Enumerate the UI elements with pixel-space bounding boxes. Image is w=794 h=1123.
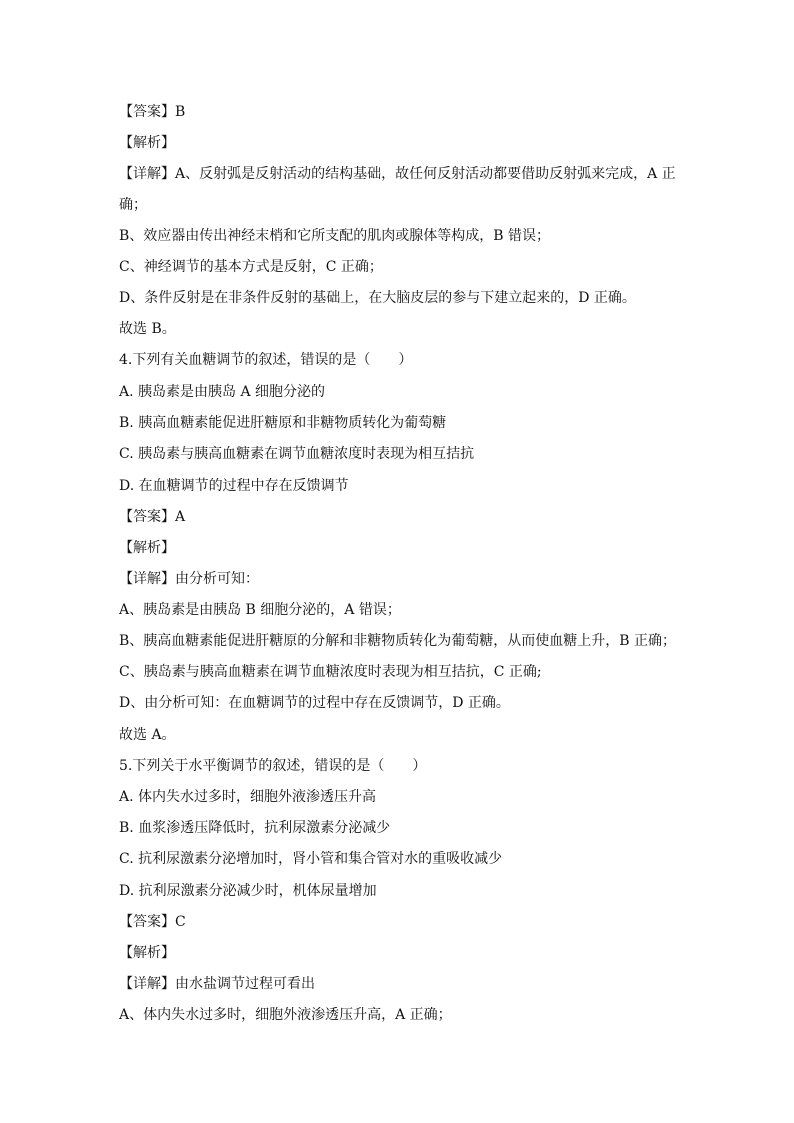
conclusion-line: 故选 B。 (119, 321, 176, 337)
detail-line: B、效应器由传出神经末梢和它所支配的肌肉或腺体等构成，B 错误； (119, 228, 551, 244)
detail-line: 【详解】由水盐调节过程可看出 (119, 976, 315, 992)
option-d: D. 抗利尿激素分泌减少时，机体尿量增加 (119, 883, 377, 899)
detail-line: C、胰岛素与胰高血糖素在调节血糖浓度时表现为相互拮抗，C 正确; (119, 664, 542, 680)
detail-line: A、体内失水过多时，细胞外液渗透压升高，A 正确； (119, 1007, 452, 1023)
option-a: A. 胰岛素是由胰岛 A 细胞分泌的 (119, 384, 326, 400)
analysis-heading: 【解析】 (119, 540, 175, 556)
detail-line: D、由分析可知：在血糖调节的过程中存在反馈调节，D 正确。 (119, 695, 510, 711)
answer-line: 【答案】A (119, 509, 186, 525)
answer-line: 【答案】C (119, 914, 186, 930)
detail-line: D、条件反射是在非条件反射的基础上，在大脑皮层的参与下建立起来的，D 正确。 (119, 290, 636, 306)
detail-line: C、神经调节的基本方式是反射，C 正确； (119, 259, 383, 275)
detail-line: 【详解】由分析可知： (119, 571, 259, 587)
detail-line: 确； (119, 197, 147, 213)
conclusion-line: 故选 A。 (119, 727, 176, 743)
answer-line: 【答案】B (119, 104, 186, 120)
option-a: A. 体内失水过多时，细胞外液渗透压升高 (119, 789, 377, 805)
detail-line: 【详解】A、反射弧是反射活动的结构基础，故任何反射活动都要借助反射弧来完成，A 正 (119, 166, 676, 182)
analysis-heading: 【解析】 (119, 135, 175, 151)
option-b: B. 血浆渗透压降低时，抗利尿激素分泌减少 (119, 820, 391, 836)
question-stem: 4.下列有关血糖调节的叙述，错误的是（ ） (119, 352, 413, 368)
question-stem: 5.下列关于水平衡调节的叙述，错误的是（ ） (119, 758, 427, 774)
option-d: D. 在血糖调节的过程中存在反馈调节 (119, 478, 349, 494)
option-b: B. 胰高血糖素能促进肝糖原和非糖物质转化为葡萄糖 (119, 415, 447, 431)
detail-line: A、胰岛素是由胰岛 B 细胞分泌的，A 错误； (119, 602, 401, 618)
option-c: C. 胰岛素与胰高血糖素在调节血糖浓度时表现为相互拮抗 (119, 446, 475, 462)
detail-line: B、胰高血糖素能促进肝糖原的分解和非糖物质转化为葡萄糖，从而使血糖上升，B 正确； (119, 633, 677, 649)
analysis-heading: 【解析】 (119, 945, 175, 961)
option-c: C. 抗利尿激素分泌增加时，肾小管和集合管对水的重吸收减少 (119, 851, 503, 867)
